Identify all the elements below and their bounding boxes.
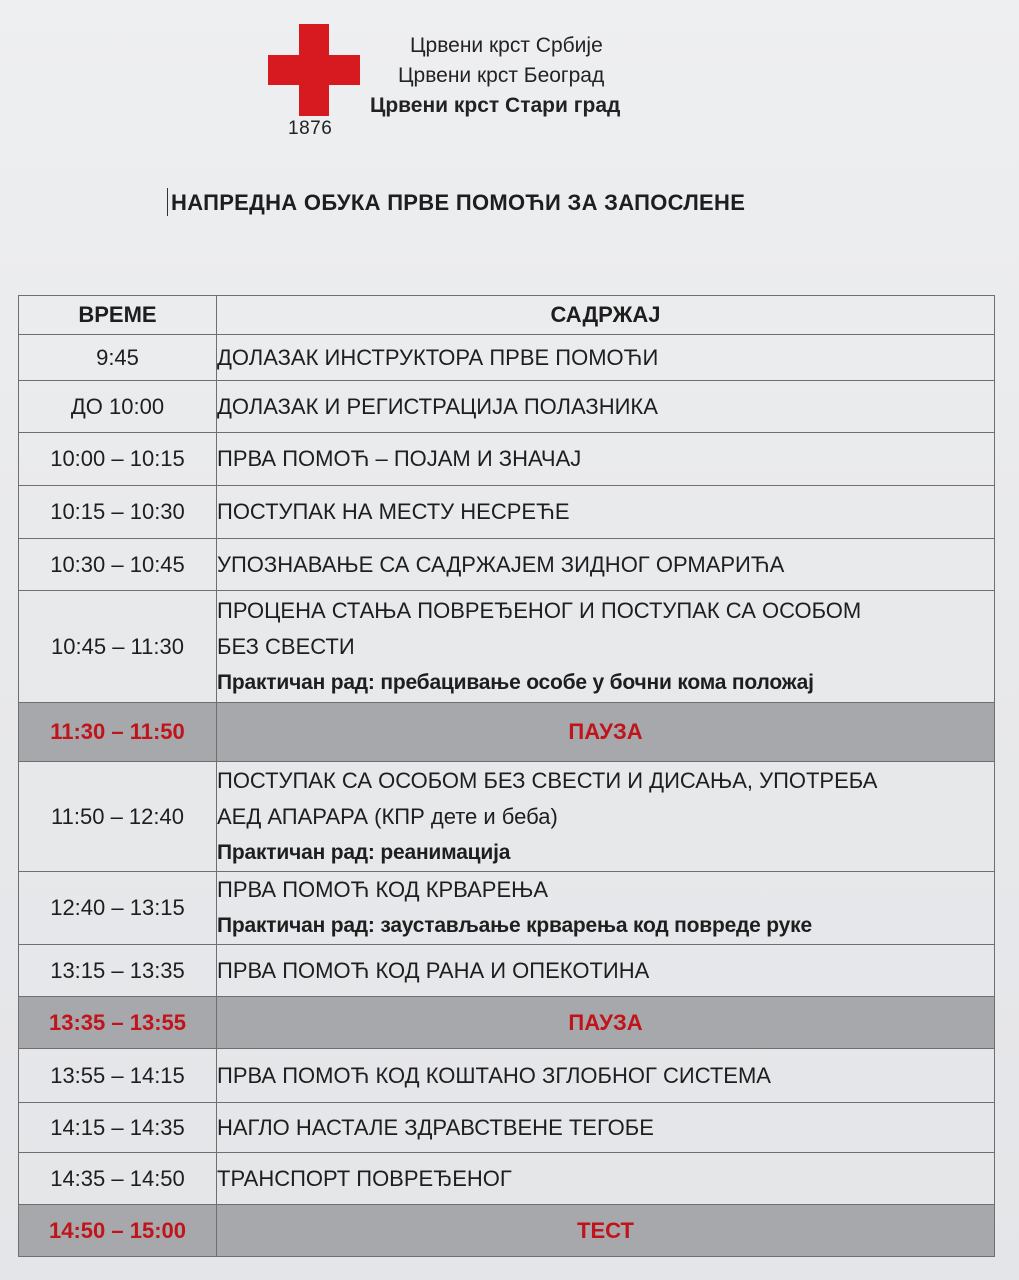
column-header-content: САДРЖАЈ [217,296,995,335]
row-practical-note: Практичан рад: реанимација [217,840,511,864]
row-practical-note: Практичан рад: пребацивање особе у бочни кома положај [217,670,814,694]
table-row [19,591,995,703]
row-time: 13:35 – 13:55 [19,997,217,1049]
table-row [19,1049,995,1103]
table-header-row [19,296,995,335]
table-row [19,486,995,539]
table-row [19,945,995,997]
row-content-line: БЕЗ СВЕСТИ [217,633,355,659]
table-row [19,381,995,433]
table-row-break [19,997,995,1049]
row-content: ДОЛАЗАК ИНСТРУКТОРА ПРВЕ ПОМОЋИ [217,335,995,381]
row-content: ПАУЗА [217,997,995,1049]
row-practical-note: Практичан рад: заустављање крварења код повреде руке [217,914,812,937]
row-content [217,762,995,872]
table-row [19,335,995,381]
row-time: 14:35 – 14:50 [19,1153,217,1205]
org-name-belgrade: Црвени крст Београд [398,64,605,87]
row-content-line: ПРОЦЕНА СТАЊА ПОВРЕЂЕНОГ И ПОСТУПАК СА ОСОБОМ [217,597,862,623]
document-title: НАПРЕДНА ОБУКА ПРВЕ ПОМОЋИ ЗА ЗАПОСЛЕНЕ [171,190,746,215]
text-cursor [167,188,168,216]
red-cross-icon-bar [268,55,360,85]
row-time: 10:30 – 10:45 [19,539,217,591]
row-content: ТРАНСПОРТ ПОВРЕЂЕНОГ [217,1153,995,1205]
table-row-test [19,1205,995,1257]
row-time: 11:50 – 12:40 [19,762,217,872]
org-name-serbia: Црвени крст Србије [410,34,603,57]
row-time: 14:50 – 15:00 [19,1205,217,1257]
row-time: 14:15 – 14:35 [19,1103,217,1153]
org-name-stari-grad: Црвени крст Стари град [370,94,621,117]
row-content [217,872,995,945]
row-time: 13:15 – 13:35 [19,945,217,997]
row-time: 12:40 – 13:15 [19,872,217,945]
table-row [19,872,995,945]
row-content-line: ПОСТУПАК СА ОСОБОМ БЕЗ СВЕСТИ И ДИСАЊА, УПОТРЕБА [217,767,878,793]
table-row [19,433,995,486]
row-time: 11:30 – 11:50 [19,703,217,762]
row-time: 13:55 – 14:15 [19,1049,217,1103]
row-time: 10:00 – 10:15 [19,433,217,486]
row-content: ДОЛАЗАК И РЕГИСТРАЦИЈА ПОЛАЗНИКА [217,381,995,433]
row-time: 10:15 – 10:30 [19,486,217,539]
table-row-break [19,703,995,762]
row-content [217,591,995,703]
row-content: ПАУЗА [217,703,995,762]
founding-year: 1876 [288,118,333,139]
column-header-time: ВРЕМЕ [19,296,217,335]
row-content: УПОЗНАВАЊЕ СА САДРЖАЈЕМ ЗИДНОГ ОРМАРИЋА [217,539,995,591]
row-content: НАГЛО НАСТАЛЕ ЗДРАВСТВЕНЕ ТЕГОБЕ [217,1103,995,1153]
row-time: 9:45 [19,335,217,381]
row-content: ПОСТУПАК НА МЕСТУ НЕСРЕЋЕ [217,486,995,539]
row-content-line: ПРВА ПОМОЋ КОД КРВАРЕЊА [217,877,549,902]
row-time: 10:45 – 11:30 [19,591,217,703]
table-row [19,762,995,872]
table-row [19,1153,995,1205]
table-row [19,1103,995,1153]
table-row [19,539,995,591]
row-content-line: АЕД АПАРАРА (КПР дете и беба) [217,803,558,829]
row-content: ПРВА ПОМОЋ – ПОЈАМ И ЗНАЧАЈ [217,433,995,486]
row-content: ПРВА ПОМОЋ КОД КОШТАНО ЗГЛОБНОГ СИСТЕМА [217,1049,995,1103]
row-content: ТЕСТ [217,1205,995,1257]
row-content: ПРВА ПОМОЋ КОД РАНА И ОПЕКОТИНА [217,945,995,997]
schedule-table [18,295,995,1257]
red-cross-logo [268,24,360,139]
row-time: ДО 10:00 [19,381,217,433]
